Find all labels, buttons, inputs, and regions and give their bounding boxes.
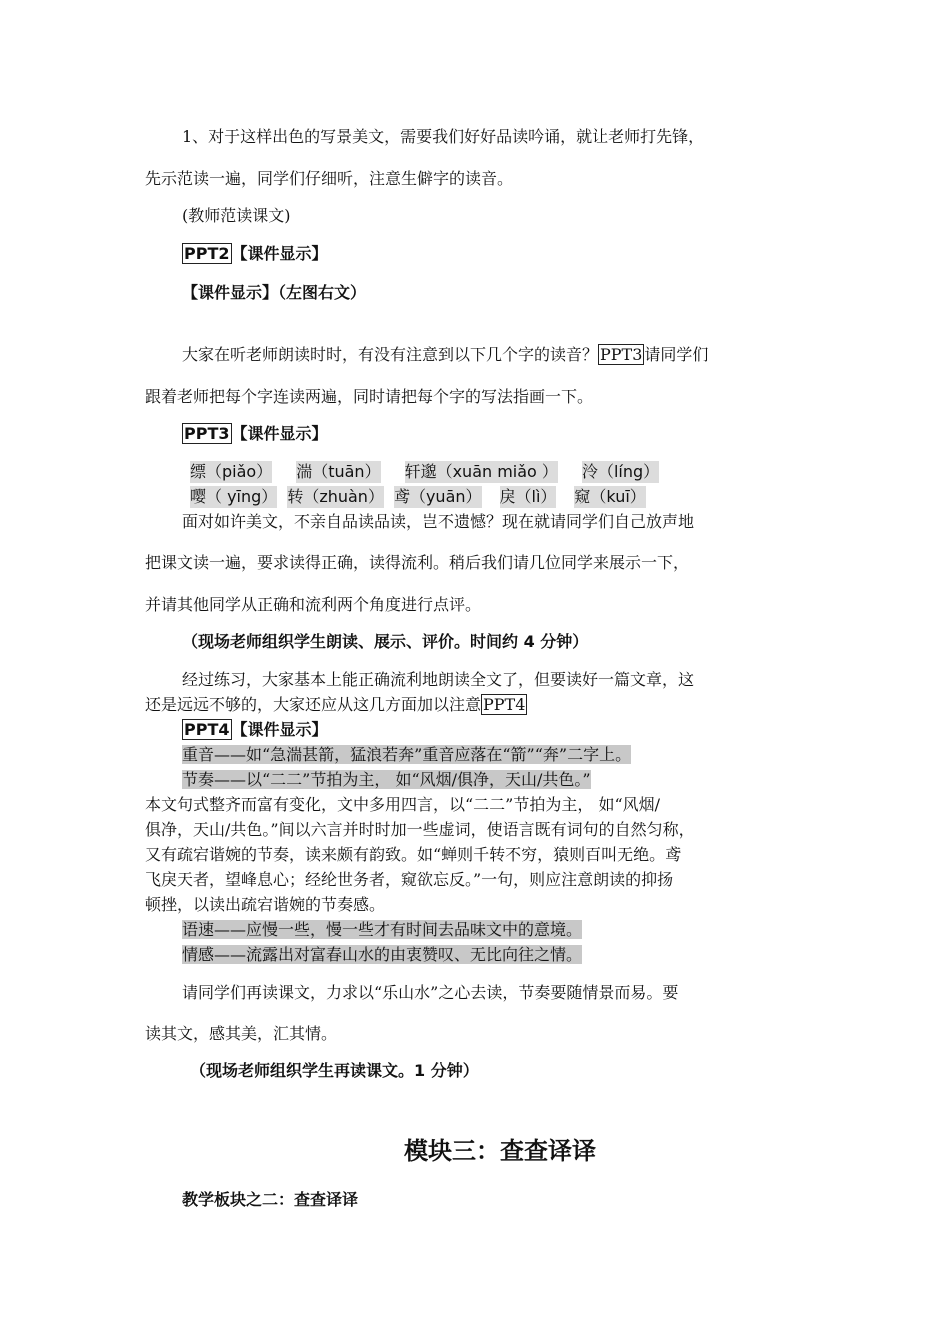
paragraph-line: 1、对于这样出色的写景美文，需要我们好好品读吟诵，就让老师打先锋， bbox=[182, 127, 705, 146]
emotion-point bbox=[182, 944, 582, 966]
paragraph-line: 俱净，天山/共色。”间以六言并时时加一些虚词，使语言既有词句的自然匀称， bbox=[145, 820, 695, 839]
pinyin-word: 戾（lì） bbox=[499, 487, 557, 506]
paragraph-line: 本文句式整齐而富有变化，文中多用四言，以“二二”节拍为主， 如“风烟/ bbox=[145, 795, 661, 814]
module-title: 模块三：查查译译 bbox=[404, 1137, 596, 1165]
pinyin-word: 嘤（ yīng） bbox=[190, 487, 278, 506]
paragraph-text: 还是远远不够的，大家还应从这几方面加以注意 bbox=[145, 695, 482, 714]
ppt2-display-line bbox=[182, 243, 328, 265]
stress-point bbox=[182, 744, 631, 766]
courseware-display-label: 【课件显示】 bbox=[231, 244, 328, 263]
ppt3-tag: PPT3 bbox=[600, 345, 643, 364]
paragraph-line: 经过练习，大家基本上能正确流利地朗读全文了，但要读好一篇文章，这 bbox=[182, 670, 695, 689]
ppt2-tag: PPT2 bbox=[184, 244, 230, 263]
pinyin-word: 转（zhuàn） bbox=[287, 487, 384, 506]
pinyin-word: 窥（kuī） bbox=[574, 487, 646, 506]
paragraph-line: 顿挫，以读出疏宕谐婉的节奏感。 bbox=[145, 895, 386, 914]
stress-text: 重音——如“急湍甚箭，猛浪若奔”重音应落在“箭”“奔”二字上。 bbox=[182, 745, 632, 764]
section-title: 教学板块之二：查查译译 bbox=[182, 1190, 359, 1209]
paragraph-line: 请同学们再读课文，力求以“乐山水”之心去读，节奏要随情景而易。要 bbox=[182, 983, 679, 1002]
pinyin-word: 泠（líng） bbox=[581, 462, 660, 481]
paragraph-line: 先示范读一遍，同学们仔细听，注意生僻字的读音。 bbox=[145, 169, 514, 188]
activity-note: （现场老师组织学生再读课文。1 分钟） bbox=[190, 1061, 479, 1080]
pinyin-row-2 bbox=[190, 486, 670, 508]
paragraph-line bbox=[182, 344, 708, 366]
pinyin-word: 鸢（yuān） bbox=[393, 487, 482, 506]
pinyin-row-1 bbox=[190, 461, 683, 483]
paragraph-line bbox=[145, 694, 527, 716]
ppt4-tag: PPT4 bbox=[184, 720, 230, 739]
speed-text: 语速——应慢一些，慢一些才有时间去品味文中的意境。 bbox=[182, 920, 583, 939]
ppt4-tag: PPT4 bbox=[483, 695, 526, 714]
rhythm-text: 节奏——以“二二”节拍为主， 如“风烟/俱净，天山/共色。” bbox=[182, 770, 591, 789]
pinyin-word: 缥（piǎo） bbox=[190, 462, 273, 481]
speed-point bbox=[182, 919, 582, 941]
ppt4-display-line bbox=[182, 719, 328, 741]
paragraph-text: 请同学们 bbox=[644, 345, 709, 364]
paragraph-line: 跟着老师把每个字连读两遍，同时请把每个字的写法指画一下。 bbox=[145, 387, 594, 406]
paragraph-line: 读其文，感其美，汇其情。 bbox=[145, 1024, 338, 1043]
teacher-note: (教师范读课文) bbox=[182, 206, 291, 225]
courseware-display-label: 【课件显示】 bbox=[231, 424, 328, 443]
ppt3-display-line bbox=[182, 423, 328, 445]
paragraph-line: 把课文读一遍，要求读得正确，读得流利。稍后我们请几位同学来展示一下， bbox=[145, 553, 690, 572]
activity-note: （现场老师组织学生朗读、展示、评价。时间约 4 分钟） bbox=[182, 632, 589, 651]
courseware-layout-label: 【课件显示】（左图右文） bbox=[182, 283, 367, 302]
paragraph-line: 飞戾天者，望峰息心；经纶世务者，窥欲忘反。”一句，则应注意朗读的抑扬 bbox=[145, 870, 674, 889]
pinyin-word: 湍（tuān） bbox=[296, 462, 381, 481]
rhythm-point bbox=[182, 769, 591, 791]
paragraph-line: 并请其他同学从正确和流利两个角度进行点评。 bbox=[145, 595, 482, 614]
pinyin-word: 轩邈（xuān miǎo ） bbox=[404, 462, 558, 481]
paragraph-line: 面对如许美文，不亲自品读品读，岂不遗憾？现在就请同学们自己放声地 bbox=[182, 512, 695, 531]
ppt3-tag: PPT3 bbox=[184, 424, 230, 443]
courseware-display-label: 【课件显示】 bbox=[231, 720, 328, 739]
paragraph-line: 又有疏宕谐婉的节奏，读来颇有韵致。如“蝉则千转不穷，猿则百叫无绝。鸢 bbox=[145, 845, 682, 864]
paragraph-text: 大家在听老师朗读时时，有没有注意到以下几个字的读音？ bbox=[182, 345, 599, 364]
emotion-text: 情感——流露出对富春山水的由衷赞叹、无比向往之情。 bbox=[182, 945, 583, 964]
